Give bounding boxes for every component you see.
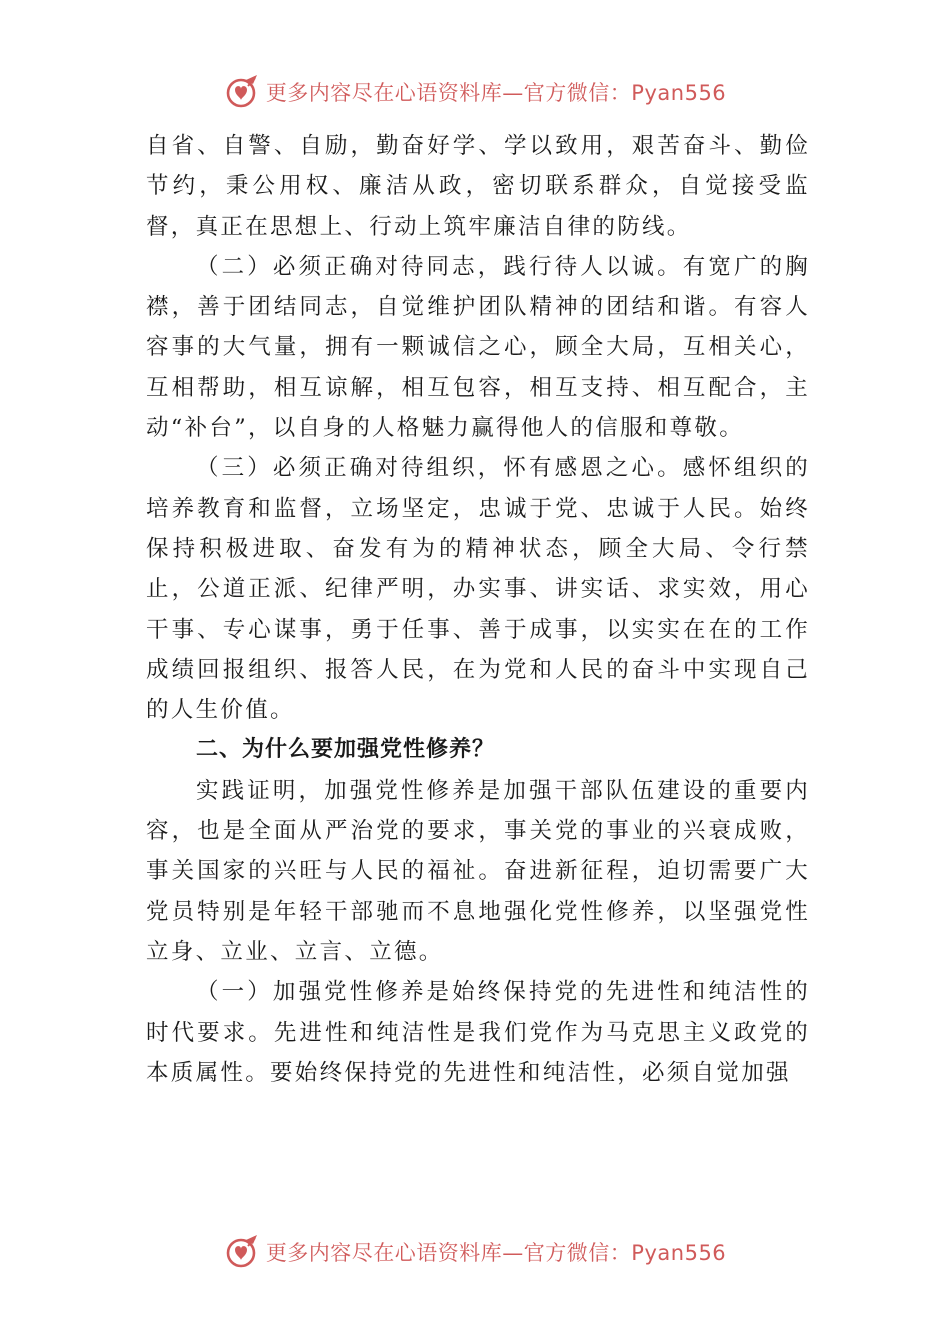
header-banner — [0, 72, 950, 112]
paragraph: （一）加强党性修养是始终保持党的先进性和纯洁性的时代要求。先进性和纯洁性是我们党作为马克思主义政党的本质属性。要始终保持党的先进性和纯洁性，必须自觉加强 — [146, 979, 810, 1086]
paragraph: 自省、自警、自励，勤奋好学、学以致用，艰苦奋斗、勤俭节约，秉公用权、廉洁从政，密切联系群众，自觉接受监督，真正在思想上、行动上筑牢廉洁自律的防线。 — [146, 133, 810, 240]
paragraph: 实践证明，加强党性修养是加强干部队伍建设的重要内容，也是全面从严治党的要求，事关党的事业的兴衰成败， 事关国家的兴旺与人民的福祉。奋进新征程，迫切需要广大党员特别是年轻干部驰而不息地强化党性修养，以坚强党性立身、立业、立言、立德。 — [146, 777, 810, 965]
footer-banner — [0, 1232, 950, 1272]
paragraph: （二）必须正确对待同志，践行待人以诚。有宽广的胸襟，善于团结同志，自觉维护团队精神的团结和谐。有容人容事的大气量，拥有一颗诚信之心，顾全大局，互相关心， 互相帮助，相互谅解，相互包容，相互支持、相互配合，主动“补台”，以自身的人格魅力赢得他人的信服和尊敬。 — [146, 253, 810, 442]
footer-banner-text: 更多内容尽在心语资料库—官方微信：Pyan556 — [265, 1241, 727, 1265]
heart-pen-logo-icon — [224, 74, 260, 110]
paragraph: （三）必须正确对待组织，怀有感恩之心。感怀组织的培养教育和监督，立场坚定，忠诚于党、忠诚于人民。始终保持积极进取、奋发有为的精神状态，顾全大局、令行禁止，公道正派、纪律严明，办实事、讲实话、求实效，用心干事、专心谋事，勇于任事、善于成事，以实实在在的工作成绩回报组织、报答人民，在为党和人民的奋斗中实现自己的人生价值。 — [146, 455, 810, 724]
heart-pen-logo-icon — [224, 1234, 260, 1270]
section-heading: 二、为什么要加强党性修养？ — [196, 737, 496, 763]
document-body — [146, 126, 810, 1093]
header-banner-text: 更多内容尽在心语资料库—官方微信：Pyan556 — [265, 81, 727, 105]
